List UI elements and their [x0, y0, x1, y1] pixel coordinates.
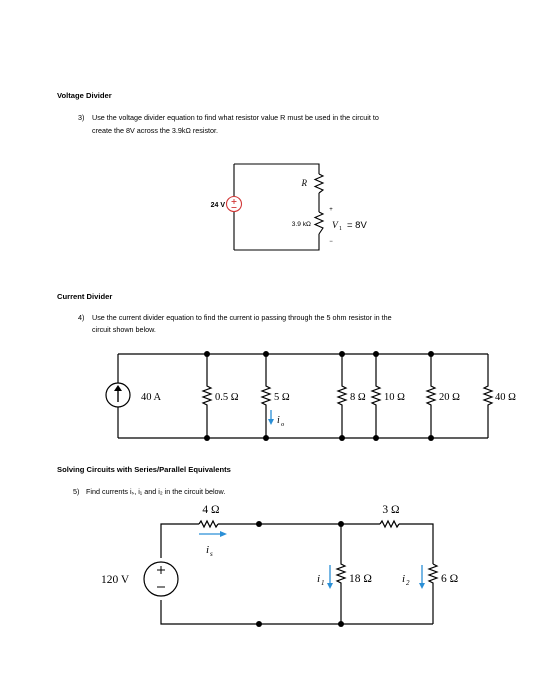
branch-10-ohm	[372, 354, 380, 438]
current-divider-circuit	[118, 354, 492, 438]
label-18-ohm: 18 Ω	[349, 573, 372, 585]
node	[339, 351, 345, 357]
source-120v-label: 120 V	[101, 574, 130, 586]
node	[204, 435, 210, 441]
series-parallel-nodes	[256, 521, 344, 627]
label-40-ohm: 40 Ω	[495, 392, 516, 403]
current-io-symbol: i	[277, 415, 280, 426]
question-5-number: 5)	[73, 487, 80, 496]
label-4-ohm: 4 Ω	[202, 504, 220, 516]
label-8-ohm: 8 Ω	[350, 392, 366, 403]
voltage-divider-heading: Voltage Divider	[57, 91, 112, 100]
label-5-ohm: 5 Ω	[274, 392, 290, 403]
question-4-line1: Use the current divider equation to find the current io passing through the 5 ohm resistor in the	[92, 313, 392, 322]
question-3-number: 3)	[78, 113, 85, 122]
branch-40-ohm	[484, 354, 492, 438]
branch-8-ohm	[338, 354, 346, 438]
series-parallel-circuit	[161, 521, 437, 624]
bottom-wire	[234, 234, 319, 250]
voltage-source-120v	[144, 562, 178, 596]
current-divider-heading: Current Divider	[57, 292, 113, 301]
node	[204, 351, 210, 357]
branch-20-ohm	[427, 354, 435, 438]
question-3-line2: create the 8V across the 3.9kΩ resistor.	[92, 126, 219, 135]
node	[256, 621, 262, 627]
resistor-3-9k-label: 3.9 kΩ	[291, 221, 311, 228]
label-10-ohm: 10 Ω	[384, 392, 405, 403]
polarity-plus: +	[329, 207, 333, 213]
top-wire	[234, 164, 319, 174]
series-parallel-heading: Solving Circuits with Series/Parallel Equivalents	[57, 465, 231, 474]
source-24v-label: 24 V	[210, 202, 225, 209]
current-i2-symbol: i	[402, 573, 406, 585]
voltage-source-24v	[227, 197, 242, 212]
node	[338, 621, 344, 627]
branch-5-ohm	[262, 354, 270, 438]
label-0-5-ohm: 0.5 Ω	[215, 392, 239, 403]
node	[263, 435, 269, 441]
node	[263, 351, 269, 357]
question-5-line1: Find currents iₛ, i₁ and i₂ in the circuit below.	[86, 487, 226, 496]
source-40a-label: 40 A	[141, 392, 162, 403]
voltage-v1-subscript: 1	[339, 226, 342, 232]
label-6-ohm: 6 Ω	[441, 573, 459, 585]
question-3-line1: Use the voltage divider equation to find what resistor value R must be used in the circuit to	[92, 113, 379, 122]
node	[373, 435, 379, 441]
node	[338, 521, 344, 527]
branch-0-5-ohm	[203, 354, 211, 438]
bottom-wire	[161, 600, 433, 624]
current-is-subscript: s	[210, 550, 213, 558]
top-wire-right	[399, 524, 433, 564]
current-io-subscript: o	[281, 421, 285, 428]
voltage-divider-circuit	[234, 164, 323, 250]
resistor-r-label: R	[301, 178, 307, 188]
current-i1-arrow	[327, 565, 333, 589]
node	[428, 435, 434, 441]
question-4-line2: circuit shown below.	[92, 325, 156, 334]
current-i1-subscript: 1	[321, 579, 325, 587]
node	[339, 435, 345, 441]
question-4-number: 4)	[78, 313, 85, 322]
polarity-minus: −	[329, 239, 333, 245]
current-is-arrow	[199, 531, 227, 537]
node	[256, 521, 262, 527]
left-top-wire	[161, 524, 199, 558]
voltage-v1-value: = 8V	[347, 220, 367, 231]
current-i2-subscript: 2	[406, 579, 410, 587]
current-i2-arrow	[419, 565, 425, 589]
resistor-4-ohm	[199, 521, 218, 527]
resistor-18-ohm	[337, 524, 345, 624]
label-3-ohm: 3 Ω	[382, 504, 400, 516]
resistor-6-ohm	[429, 564, 437, 624]
current-i1-symbol: i	[317, 573, 321, 585]
current-io-arrow	[268, 410, 274, 425]
resistor-3-ohm	[380, 521, 399, 527]
current-is-symbol: i	[206, 544, 210, 556]
voltage-v1-symbol: V	[332, 221, 338, 231]
label-20-ohm: 20 Ω	[439, 392, 460, 403]
node	[428, 351, 434, 357]
node	[373, 351, 379, 357]
current-source-40a	[106, 383, 130, 407]
resistor-r	[315, 174, 323, 193]
resistor-3-9k	[315, 212, 323, 234]
